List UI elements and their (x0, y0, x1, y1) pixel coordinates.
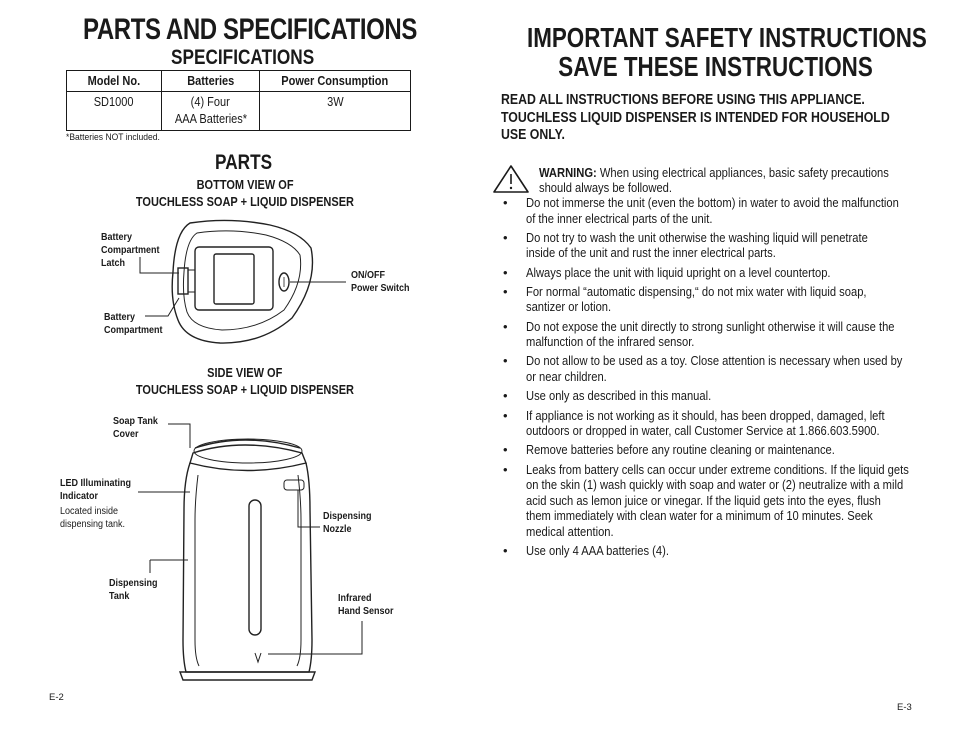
bullet-icon: • (503, 264, 508, 280)
list-item (501, 284, 951, 315)
label-power-switch: ON/OFF Power Switch (351, 270, 410, 294)
warning-label: WARNING: (539, 165, 597, 180)
side-view-title: SIDE VIEW OF TOUCHLESS SOAP + LIQUID DISPENSER (135, 366, 355, 397)
bottom-view-diagram (140, 220, 346, 343)
list-item-text: Use only as described in this manual. (526, 388, 712, 404)
bullet-icon: • (503, 407, 508, 423)
list-item-text: santizer or lotion. (526, 299, 612, 315)
header-batteries: Batteries (162, 71, 260, 92)
label-battery-compartment-latch: Battery Compartment Latch (101, 232, 160, 269)
list-item-text: If appliance is not working as it should, has been dropped, damaged, left (526, 407, 885, 423)
page-number-left: E-2 (49, 692, 64, 703)
list-item (501, 462, 951, 540)
cell-batteries: (4) Four AAA Batteries* (162, 92, 260, 131)
list-item (501, 265, 951, 281)
list-item-text: Do not immerse the unit (even the bottom) in water to avoid the malfunction (526, 195, 899, 210)
list-item-text: them immediately with clean water for a minimum of 10 minutes. Seek (526, 508, 873, 524)
bullet-icon: • (503, 195, 508, 210)
read-instructions-notice: READ ALL INSTRUCTIONS BEFORE USING THIS APPLIANCE. TOUCHLESS LIQUID DISPENSER IS INTENDED FOR HOUSEHOLD USE ONLY. (501, 92, 890, 143)
right-page (477, 0, 954, 733)
bullet-icon: • (503, 461, 508, 477)
side-view-diagram (138, 424, 362, 680)
bullet-icon: • (503, 229, 508, 245)
label-led-note: Located inside dispensing tank. (60, 506, 126, 530)
list-item (501, 442, 951, 458)
list-item (501, 543, 951, 559)
list-item-text: or near children. (526, 368, 607, 384)
list-item (501, 230, 951, 261)
list-item-text: on the skin (1) wash quickly with soap and water or (2) neutralize with a mild (526, 477, 904, 493)
label-infrared-sensor: Infrared Hand Sensor (338, 593, 394, 617)
list-item-text: acid such as lemon juice or vinegar. If the liquid gets into the eyes, flush (526, 492, 881, 508)
specifications-heading: SPECIFICATIONS (171, 46, 315, 69)
bullet-icon: • (503, 542, 508, 558)
list-item-text: inside of the unit and rust the inner electrical parts. (526, 245, 776, 261)
list-item-text: outdoors or dropped in water, call Customer Service at 1.866.603.5900. (526, 423, 880, 439)
cell-model: SD1000 (67, 92, 162, 131)
parts-heading: PARTS (215, 151, 273, 174)
list-item-text: Do not expose the unit directly to strong sunlight otherwise it will cause the (526, 318, 895, 334)
list-item-text: Do not try to wash the unit otherwise the washing liquid will penetrate (526, 229, 868, 245)
label-soap-tank-cover: Soap Tank Cover (113, 416, 158, 440)
label-led-indicator: LED Illuminating Indicator (60, 478, 132, 502)
label-dispensing-tank: Dispensing Tank (109, 578, 158, 602)
label-battery-compartment: Battery Compartment (104, 312, 163, 336)
list-item (501, 195, 951, 226)
list-item-text: Use only 4 AAA batteries (4). (526, 542, 669, 558)
list-item (501, 388, 951, 404)
batteries-footnote: *Batteries NOT included. (66, 132, 160, 143)
bullet-icon: • (503, 283, 508, 299)
list-item-text: malfunction of the infrared sensor. (526, 334, 695, 350)
bullet-icon: • (503, 353, 508, 369)
list-item-text: Do not allow to be used as a toy. Close attention is necessary when used by (526, 353, 903, 369)
bullet-icon: • (503, 388, 508, 404)
header-power: Power Consumption (260, 71, 411, 92)
page-title: PARTS AND SPECIFICATIONS (83, 13, 417, 46)
list-item (501, 353, 951, 384)
bottom-view-title: BOTTOM VIEW OF TOUCHLESS SOAP + LIQUID DISPENSER (135, 178, 355, 209)
list-item-text: For normal “automatic dispensing,“ do not mix water with liquid soap, (526, 283, 867, 299)
label-dispensing-nozzle: Dispensing Nozzle (323, 511, 372, 535)
safety-list (501, 195, 951, 562)
list-item (501, 408, 951, 439)
list-item-text: Always place the unit with liquid upright on a level countertop. (526, 264, 831, 280)
safety-title: IMPORTANT SAFETY INSTRUCTIONS SAVE THESE INSTRUCTIONS (526, 22, 927, 82)
bullet-icon: • (503, 442, 508, 458)
list-item (501, 319, 951, 350)
list-item-text: medical attention. (526, 523, 614, 539)
bullet-icon: • (503, 318, 508, 334)
warning-triangle-icon (492, 164, 530, 194)
cell-power: 3W (260, 92, 411, 131)
page-number-right: E-3 (897, 702, 912, 713)
list-item-text: Remove batteries before any routine cleaning or maintenance. (526, 442, 835, 458)
warning-text: WARNING: When using electrical appliances, basic safety precautions should always be followed. (539, 165, 889, 195)
list-item-text: of the inner electrical parts of the unit. (526, 210, 713, 226)
header-model: Model No. (67, 71, 162, 92)
list-item-text: Leaks from battery cells can occur under extreme conditions. If the liquid gets (526, 461, 909, 477)
